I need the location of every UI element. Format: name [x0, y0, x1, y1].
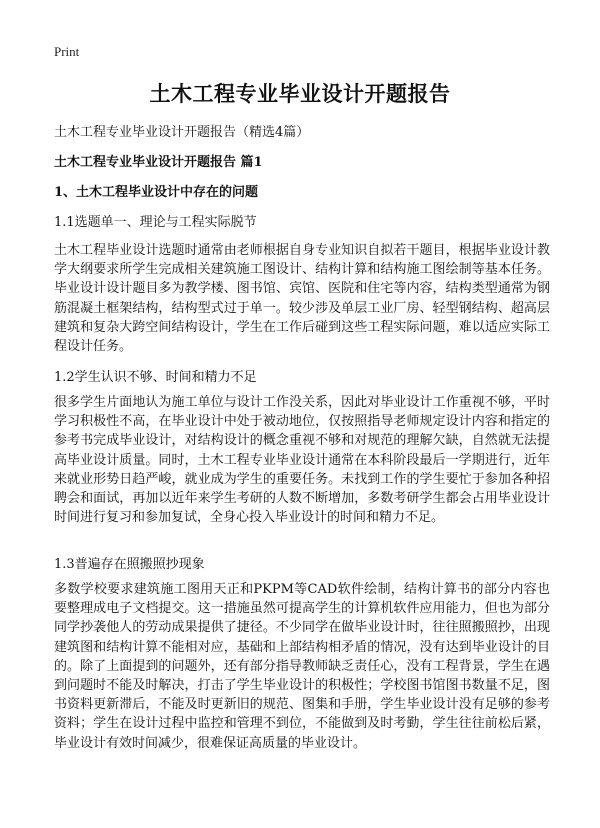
- document-subtitle: 土木工程专业毕业设计开题报告（精选4篇）: [54, 125, 310, 140]
- paragraph: 多数学校要求建筑施工图用天正和PKPM等CAD软件绘制，结构计算书的部分内容也要整理成电子文档提交。这一措施虽然可提高学生的计算机软件应用能力，但也为部分同学抄袭他人的劳动成果提供了捷径。不少同学在做毕业设计时，往往照搬照抄，出现建筑图和结构计算不能相对应，基础和上部结构相矛盾的情况，没有达到毕业设计的目的。除了上面提到的问题外，还有部分指导教师缺乏责任心，没有工程背景，学生在遇到问题时不能及时解决，打击了学生毕业设计的积极性；学校图书馆图书数量不足，图书资料更新滞后，不能及时更新旧的规范、图集和手册，学生毕业设计没有足够的参考资料；学生在设计过程中监控和管理不到位，不能做到及时考勤，学生往往前松后紧，毕业设计有效时间减少，很难保证高质量的毕业设计。: [54, 582, 550, 751]
- document-title: 土木工程专业毕业设计开题报告: [149, 82, 451, 106]
- subsection-heading: 1.3普遍存在照搬照抄现象: [54, 557, 205, 572]
- section-heading: 1、土木工程毕业设计中存在的问题: [54, 185, 259, 200]
- paragraph: 土木工程毕业设计选题时通常由老师根据自身专业知识自拟若干题目，根据毕业设计教学大纲要求所学生完成相关建筑施工图设计、结构计算和结构施工图绘制等基本任务。毕业设计设计题目多为教学楼、图书馆、宾馆、医院和住宅等内容，结构类型通常为钢筋混凝土框架结构，结构型式过于单一。较少涉及单层工业厂房、轻型钢结构、超高层建筑和复杂大跨空间结构设计，学生在工作后碰到这些工程实际问题，难以适应实际工程设计任务。: [54, 243, 550, 355]
- paragraph: 很多学生片面地认为施工单位与设计工作没关系，因此对毕业设计工作重视不够，平时学习积极性不高，在毕业设计中处于被动地位，仅按照指导老师规定设计内容和指定的参考书完成毕业设计，对结构设计的概念重视不够和对规范的理解欠缺，自然就无法提高毕业设计质量。同时，土木工程专业毕业设计通常在本科阶段最后一学期进行，近年来就业形势日趋严峻，就业成为学生的重要任务。未找到工作的学生要忙于参加各种招聘会和面试，再加以近年来学生考研的人数不断增加，多数考研学生都会占用毕业设计时间进行复习和参加复试，全身心投入毕业设计的时间和精力不足。: [54, 395, 550, 526]
- subsection-heading: 1.1选题单一、理论与工程实际脱节: [54, 215, 257, 230]
- chapter-heading: 土木工程专业毕业设计开题报告 篇1: [54, 155, 263, 170]
- subsection-heading: 1.2学生认识不够、时间和精力不足: [54, 370, 257, 385]
- print-link[interactable]: Print: [54, 44, 80, 59]
